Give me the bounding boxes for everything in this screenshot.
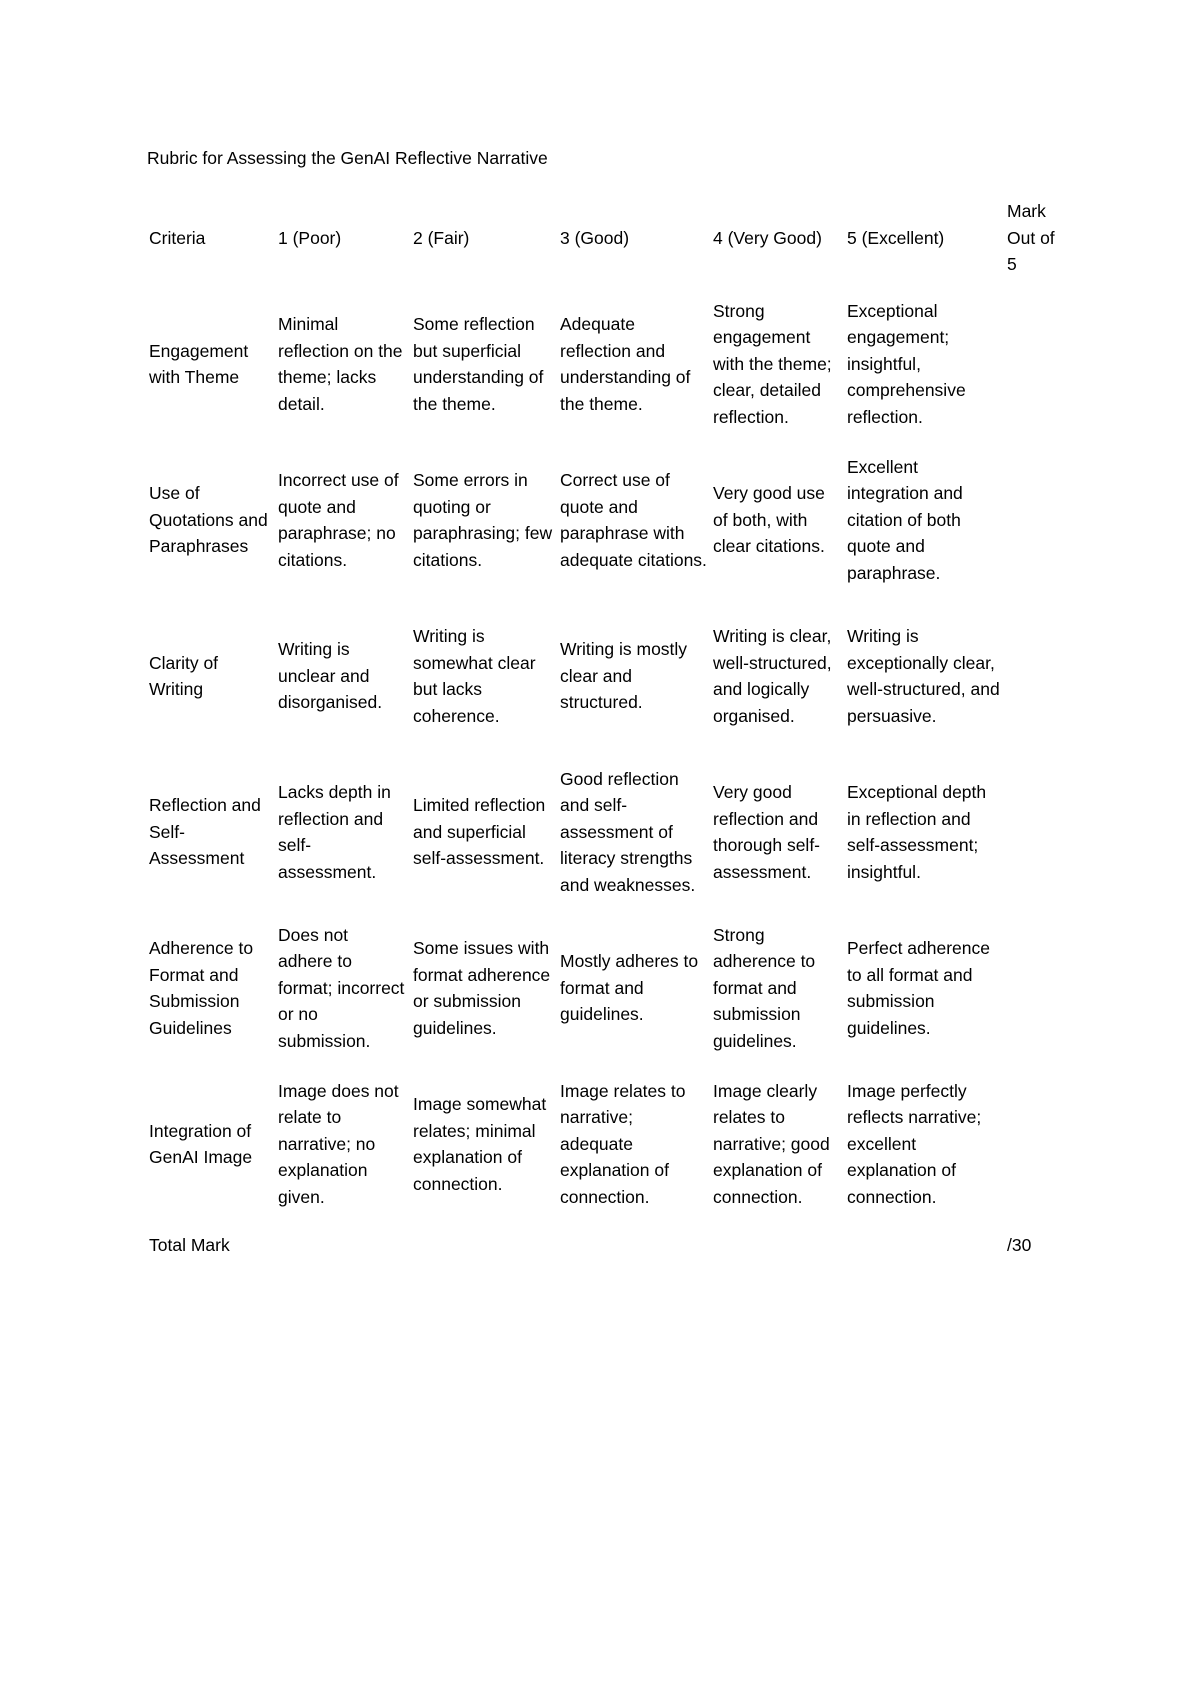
- table-row: [147, 1066, 1071, 1222]
- mark-cell: [1005, 1066, 1071, 1222]
- total-value: /30: [1007, 1235, 1032, 1255]
- good-cell: Writing is mostly clear and structured.: [560, 639, 688, 713]
- poor-cell: Incorrect use of quote and paraphrase; no citations.: [278, 470, 399, 570]
- table-row: [147, 598, 1071, 754]
- header-excellent: 5 (Excellent): [847, 227, 945, 248]
- header-criteria: Criteria: [149, 227, 206, 248]
- header-very-good: 4 (Very Good): [713, 227, 822, 248]
- total-spacer: [411, 1222, 558, 1276]
- very-good-cell: Image clearly relates to narrative; good explanation of connection.: [713, 1080, 830, 1207]
- total-spacer: [276, 1222, 411, 1276]
- fair-cell: Limited reflection and superficial self-assessment.: [413, 795, 546, 869]
- very-good-cell: Very good use of both, with clear citations.: [713, 483, 825, 557]
- very-good-cell: Strong adherence to format and submission guidelines.: [713, 924, 816, 1051]
- criteria-cell: Engagement with Theme: [149, 340, 249, 387]
- total-row: [147, 1222, 1071, 1276]
- good-cell: Mostly adheres to format and guidelines.: [560, 951, 699, 1025]
- poor-cell: Writing is unclear and disorganised.: [278, 639, 383, 713]
- criteria-cell: Use of Quotations and Paraphrases: [149, 483, 268, 557]
- good-cell: Image relates to narrative; adequate explanation of connection.: [560, 1080, 686, 1207]
- document-title: Rubric for Assessing the GenAI Reflective Narrative: [147, 148, 548, 168]
- table-row: [147, 910, 1071, 1066]
- total-spacer: [845, 1222, 1005, 1276]
- good-cell: Good reflection and self-assessment of literacy strengths and weaknesses.: [560, 768, 696, 895]
- mark-cell: [1005, 442, 1071, 598]
- table-row: [147, 442, 1071, 598]
- header-mark: Mark Out of 5: [1007, 201, 1055, 275]
- poor-cell: Lacks depth in reflection and self-assessment.: [278, 782, 391, 882]
- criteria-cell: Adherence to Format and Submission Guidelines: [149, 938, 254, 1038]
- excellent-cell: Image perfectly reflects narrative; excellent explanation of connection.: [847, 1080, 982, 1207]
- total-label: Total Mark: [149, 1235, 230, 1255]
- excellent-cell: Exceptional depth in reflection and self-assessment; insightful.: [847, 782, 987, 882]
- poor-cell: Image does not relate to narrative; no explanation given.: [278, 1080, 399, 1207]
- total-spacer: [711, 1222, 845, 1276]
- poor-cell: Minimal reflection on the theme; lacks detail.: [278, 314, 403, 414]
- fair-cell: Image somewhat relates; minimal explanation of connection.: [413, 1094, 547, 1194]
- table-row: [147, 754, 1071, 910]
- excellent-cell: Exceptional engagement; insightful, comprehensive reflection.: [847, 300, 966, 427]
- table-row: [147, 286, 1071, 442]
- table-header-row: [147, 190, 1071, 286]
- excellent-cell: Writing is exceptionally clear, well-structured, and persuasive.: [847, 626, 1000, 726]
- excellent-cell: Excellent integration and citation of both quote and paraphrase.: [847, 456, 963, 583]
- poor-cell: Does not adhere to format; incorrect or no submission.: [278, 924, 405, 1051]
- criteria-cell: Reflection and Self-Assessment: [149, 795, 261, 869]
- mark-cell: [1005, 286, 1071, 442]
- criteria-cell: Integration of GenAI Image: [149, 1120, 253, 1167]
- mark-cell: [1005, 754, 1071, 910]
- very-good-cell: Very good reflection and thorough self-assessment.: [713, 782, 821, 882]
- fair-cell: Writing is somewhat clear but lacks coherence.: [413, 626, 536, 726]
- header-poor: 1 (Poor): [278, 227, 342, 248]
- very-good-cell: Writing is clear, well-structured, and logically organised.: [713, 626, 832, 726]
- header-good: 3 (Good): [560, 227, 630, 248]
- very-good-cell: Strong engagement with the theme; clear, detailed reflection.: [713, 300, 832, 427]
- excellent-cell: Perfect adherence to all format and submission guidelines.: [847, 938, 991, 1038]
- mark-cell: [1005, 598, 1071, 754]
- total-spacer: [558, 1222, 711, 1276]
- fair-cell: Some errors in quoting or paraphrasing; few citations.: [413, 470, 553, 570]
- good-cell: Correct use of quote and paraphrase with adequate citations.: [560, 470, 707, 570]
- criteria-cell: Clarity of Writing: [149, 652, 219, 699]
- mark-cell: [1005, 910, 1071, 1066]
- rubric-table: [147, 190, 1071, 1276]
- fair-cell: Some issues with format adherence or submission guidelines.: [413, 938, 551, 1038]
- good-cell: Adequate reflection and understanding of the theme.: [560, 314, 691, 414]
- fair-cell: Some reflection but superficial understanding of the theme.: [413, 314, 544, 414]
- header-fair: 2 (Fair): [413, 227, 470, 248]
